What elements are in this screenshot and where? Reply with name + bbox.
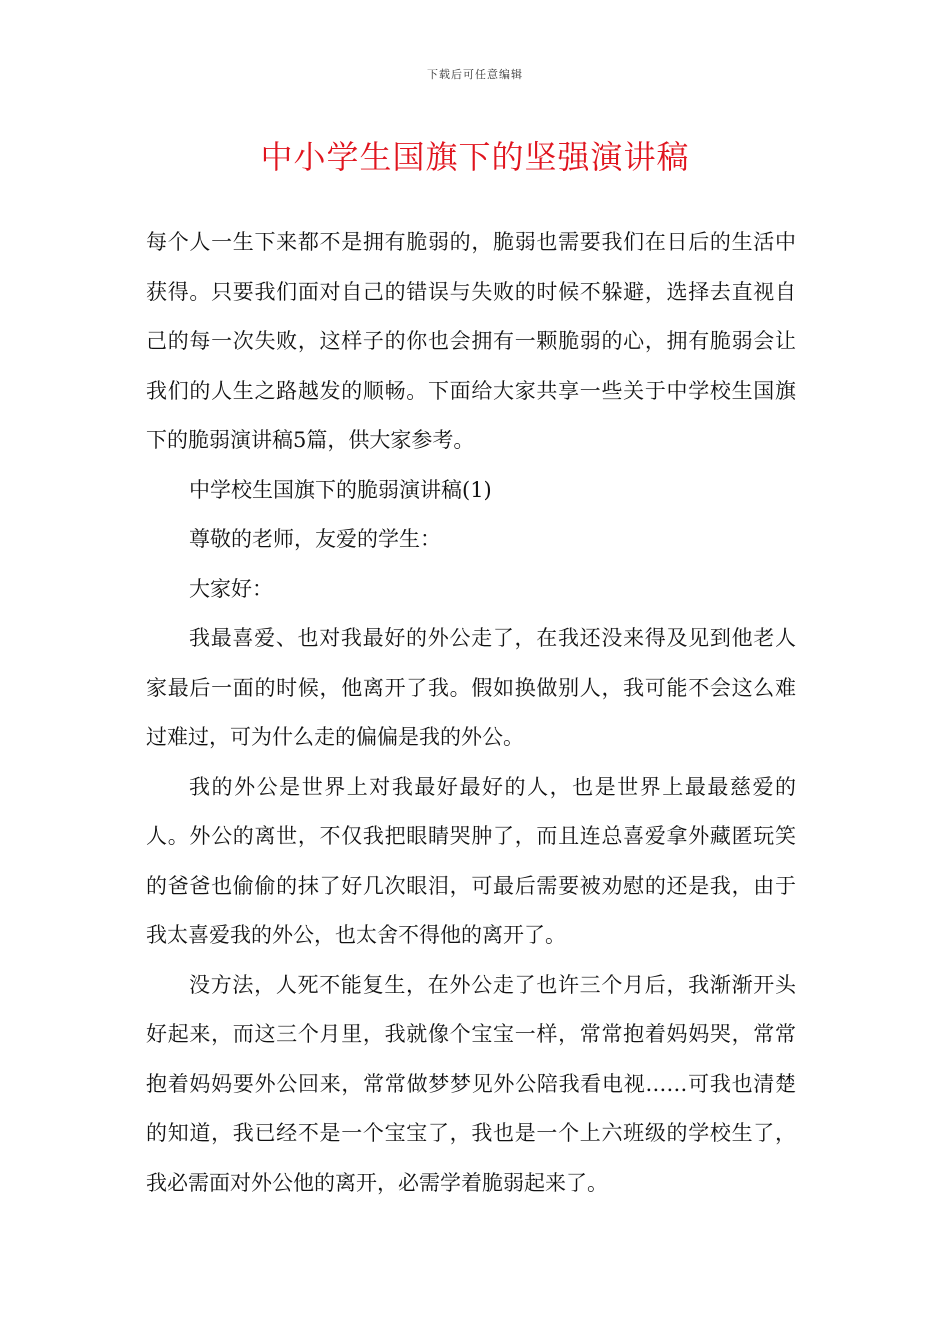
header-note: 下载后可任意编辑 (427, 68, 523, 81)
body-paragraph: 没方法，人死不能复生，在外公走了也许三个月后，我渐渐开头好起来，而这三个月里，我就像个宝宝一样，常常抱着妈妈哭，常常抱着妈妈要外公回来，常常做梦梦见外公陪我看电视……可我也清楚的知道，我已经不是一个宝宝了，我也是一个上六班级的学校生了，我必需面对外公他的离开，必需学着脆弱起来了。 (146, 972, 796, 1195)
document-body (146, 218, 796, 1208)
intro-paragraph: 每个人一生下来都不是拥有脆弱的，脆弱也需要我们在日后的生活中获得。只要我们面对自己的错误与失败的时候不躲避，选择去直视自己的每一次失败，这样子的你也会拥有一颗脆弱的心，拥有脆弱会让我们的人生之路越发的顺畅。下面给大家共享一些关于中学校生国旗下的脆弱演讲稿5篇，供大家参考。 (146, 230, 796, 452)
document-title: 中小学生国旗下的坚强演讲稿 (260, 138, 690, 176)
speech-heading: 中学校生国旗下的脆弱演讲稿(1) (189, 477, 492, 502)
salutation: 尊敬的老师，友爱的学生： (189, 527, 441, 551)
body-paragraph: 我最喜爱、也对我最好的外公走了，在我还没来得及见到他老人家最后一面的时候，他离开了我。假如换做别人，我可能不会这么难过难过，可为什么走的偏偏是我的外公。 (146, 626, 796, 749)
greeting: 大家好： (189, 576, 273, 601)
body-paragraph: 我的外公是世界上对我最好最好的人，也是世界上最最慈爱的人。外公的离世，不仅我把眼睛哭肿了，而且连总喜爱拿外藏匿玩笑的爸爸也偷偷的抹了好几次眼泪，可最后需要被劝慰的还是我，由于我太喜爱我的外公，也太舍不得他的离开了。 (146, 774, 796, 947)
